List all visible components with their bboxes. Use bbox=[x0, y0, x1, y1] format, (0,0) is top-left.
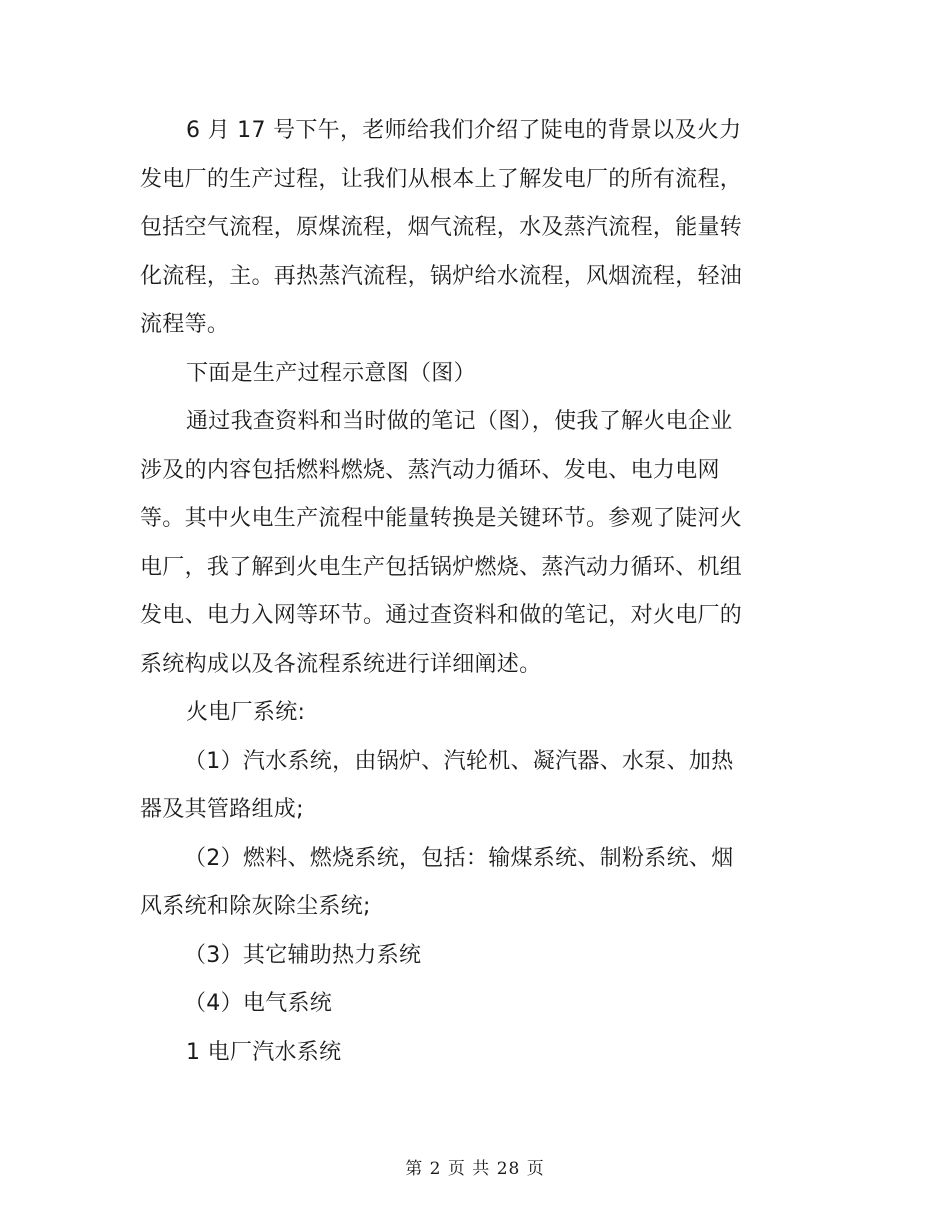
text-line: 包括空气流程，原煤流程，烟气流程，水及蒸汽流程，能量转 bbox=[140, 215, 743, 240]
list-item-electrical-system bbox=[140, 980, 745, 1029]
text-line: 电厂，我了解到火电生产包括锅炉燃烧、蒸汽动力循环、机组 bbox=[140, 554, 743, 580]
list-item-fuel-combustion-system bbox=[140, 835, 745, 932]
page-number-footer: 第 2 页 共 28 页 bbox=[405, 1159, 545, 1179]
text-line: 发电厂的生产过程，让我们从根本上了解发电厂的所有流程， bbox=[140, 166, 743, 192]
text-line: 器及其管路组成; bbox=[140, 797, 304, 822]
text-line: 流程等。 bbox=[140, 312, 230, 337]
list-item-steam-water-system bbox=[140, 738, 745, 835]
text-line: 发电、电力入网等环节。通过查资料和做的笔记，对火电厂的 bbox=[140, 603, 743, 628]
text-line: 6 月 17 号下午，老师给我们介绍了陡电的背景以及火力 bbox=[186, 118, 742, 143]
document-body bbox=[140, 107, 745, 1077]
section-heading-steam-water bbox=[140, 1029, 745, 1078]
section-heading-plant-systems bbox=[140, 689, 745, 738]
paragraph-intro bbox=[140, 107, 745, 350]
text-line: 风系统和除灰除尘系统; bbox=[140, 894, 371, 919]
text-line: 下面是生产过程示意图（图） bbox=[186, 360, 476, 386]
text-line: （1）汽水系统，由锅炉、汽轮机、凝汽器、水泵、加热 bbox=[184, 748, 734, 774]
text-line: （4）电气系统 bbox=[184, 991, 333, 1016]
paragraph-notes bbox=[140, 398, 745, 689]
text-line: 通过我查资料和当时做的笔记（图），使我了解火电企业 bbox=[186, 409, 733, 434]
text-line: 涉及的内容包括燃料燃烧、蒸汽动力循环、发电、电力电网 bbox=[140, 457, 720, 483]
paragraph-diagram-note bbox=[140, 350, 745, 399]
text-line: 火电厂系统: bbox=[186, 700, 306, 725]
text-line: 等。其中火电生产流程中能量转换是关键环节。参观了陡河火 bbox=[140, 506, 743, 531]
text-line: 化流程，主。再热蒸汽流程，锅炉给水流程，风烟流程，轻油 bbox=[140, 263, 743, 289]
text-line: （3）其它辅助热力系统 bbox=[184, 942, 422, 968]
text-line: 系统构成以及各流程系统进行详细阐述。 bbox=[140, 651, 542, 677]
text-line: （2）燃料、燃烧系统，包括：输煤系统、制粉系统、烟 bbox=[184, 845, 734, 871]
text-line: 1 电厂汽水系统 bbox=[186, 1039, 342, 1065]
list-item-auxiliary-thermal-system bbox=[140, 932, 745, 981]
